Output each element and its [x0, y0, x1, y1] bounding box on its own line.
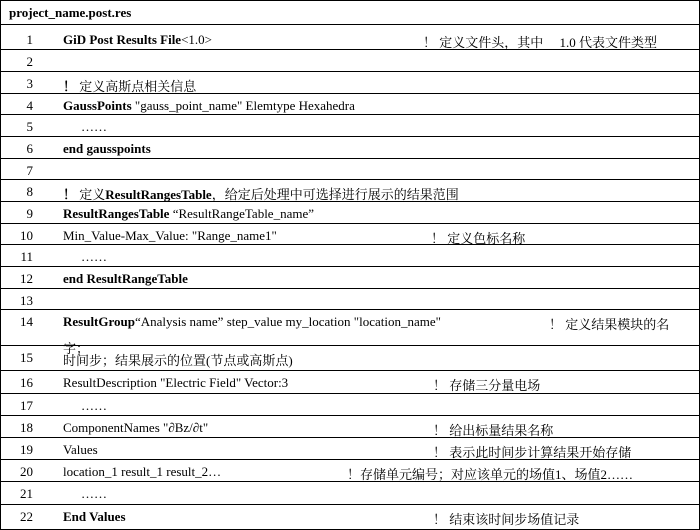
line-number: 8 — [26, 184, 33, 199]
row-divider — [1, 71, 699, 72]
line-number: 3 — [26, 76, 33, 91]
row-divider — [1, 114, 699, 115]
line-number: 16 — [20, 375, 33, 390]
code-fragment: “ResultRangeTable_name” — [169, 206, 314, 221]
code-fragment: …… — [81, 398, 107, 413]
code-fragment: 定义高斯点相关信息 — [76, 79, 197, 94]
code-keyword: ！ — [63, 187, 77, 202]
line-comment: ！ 表示此时间步计算结果开始存储 — [433, 445, 632, 460]
code-keyword: end gausspoints — [63, 141, 151, 156]
line-number: 4 — [26, 98, 33, 113]
row-divider — [1, 244, 699, 245]
code-fragment: location_1 result_1 result_2… — [63, 464, 222, 479]
title-divider — [1, 24, 699, 25]
row-divider — [1, 288, 699, 289]
code-fragment: <1.0> — [181, 32, 212, 47]
code-keyword: GaussPoints — [63, 98, 132, 113]
row-divider — [1, 393, 699, 394]
line-number: 11 — [20, 249, 33, 264]
code-text — [63, 228, 277, 244]
code-keyword: End Values — [63, 509, 126, 524]
row-divider — [1, 266, 699, 267]
line-number: 14 — [20, 314, 33, 329]
code-fragment: Values — [63, 442, 98, 457]
line-number: 9 — [26, 206, 33, 221]
code-fragment: …… — [81, 249, 107, 264]
code-keyword: ResultRangesTable — [105, 187, 212, 202]
row-divider — [1, 136, 699, 137]
code-text — [63, 32, 212, 48]
code-fragment: Min_Value-Max_Value: "Range_name1" — [63, 228, 277, 243]
line-comment: ！ 定义色标名称 — [431, 231, 526, 246]
row-divider — [1, 179, 699, 180]
row-divider — [1, 504, 699, 505]
code-fragment: 定义 — [76, 187, 106, 202]
code-text — [81, 486, 107, 502]
line-number: 15 — [20, 350, 33, 365]
line-number: 7 — [26, 163, 33, 178]
code-text — [63, 206, 314, 222]
row-divider — [1, 459, 699, 460]
row-divider — [1, 201, 699, 202]
line-comment: ！ 给出标量结果名称 — [433, 423, 554, 438]
row-divider — [1, 481, 699, 482]
row-divider — [1, 415, 699, 416]
row-divider — [1, 345, 699, 346]
code-text — [63, 314, 441, 330]
row-divider — [1, 437, 699, 438]
code-text — [81, 398, 107, 414]
row-divider — [1, 158, 699, 159]
file-title: project_name.post.res — [9, 5, 132, 20]
line-comment: ！存储单元编号；对应该单元的场值1、场值2…… — [347, 467, 634, 482]
code-text — [63, 420, 208, 436]
row-divider — [1, 49, 699, 50]
line-number: 20 — [20, 464, 33, 479]
code-text — [81, 249, 107, 265]
code-text — [63, 98, 355, 114]
code-fragment: …… — [81, 486, 107, 501]
code-keyword: ResultGroup — [63, 314, 135, 329]
line-number: 19 — [20, 442, 33, 457]
line-comment: ！ 定义文件头，其中 1.0 代表文件类型 — [423, 35, 658, 50]
row-divider — [1, 370, 699, 371]
code-fragment: …… — [81, 119, 107, 134]
code-text — [81, 119, 107, 135]
code-keyword: end ResultRangeTable — [63, 271, 188, 286]
code-keyword: GiD Post Results File — [63, 32, 182, 47]
line-comment: 字； — [63, 341, 90, 356]
line-number: 1 — [26, 32, 33, 47]
code-text — [63, 271, 188, 287]
code-text — [63, 464, 221, 480]
line-number: 13 — [20, 293, 33, 308]
code-text — [63, 375, 288, 391]
code-text — [63, 350, 293, 369]
code-fragment: 时间步；结果展示的位置(节点或高斯点) — [63, 353, 293, 368]
code-keyword: ！ — [63, 79, 77, 94]
row-divider — [1, 309, 699, 310]
code-fragment: ResultDescription "Electric Field" Vector:3 — [63, 375, 289, 390]
code-fragment: "gauss_point_name" Elemtype Hexahedra — [131, 98, 355, 113]
line-comment: ！ 存储三分量电场 — [433, 378, 541, 393]
line-comment: ！ 定义结果模块的名 — [549, 317, 670, 332]
line-number: 5 — [26, 119, 33, 134]
row-divider — [1, 93, 699, 94]
line-comment: ！ 结束该时间步场值记录 — [433, 512, 580, 527]
line-number: 18 — [20, 420, 33, 435]
code-text — [63, 509, 126, 525]
line-number: 10 — [20, 228, 33, 243]
code-fragment: “Analysis name” step_value my_location "location_name" — [135, 314, 441, 329]
line-number: 21 — [20, 486, 33, 501]
code-fragment: ，给定后处理中可选择进行展示的结果范围 — [211, 187, 459, 202]
line-number: 17 — [20, 398, 33, 413]
row-divider — [1, 223, 699, 224]
line-number: 6 — [26, 141, 33, 156]
code-keyword: ResultRangesTable — [63, 206, 170, 221]
line-number: 22 — [20, 509, 33, 524]
line-number: 12 — [20, 271, 33, 286]
line-number: 2 — [26, 54, 33, 69]
code-text — [63, 141, 151, 157]
code-text — [63, 442, 98, 458]
code-fragment: ComponentNames "∂Bz/∂t" — [63, 420, 209, 435]
